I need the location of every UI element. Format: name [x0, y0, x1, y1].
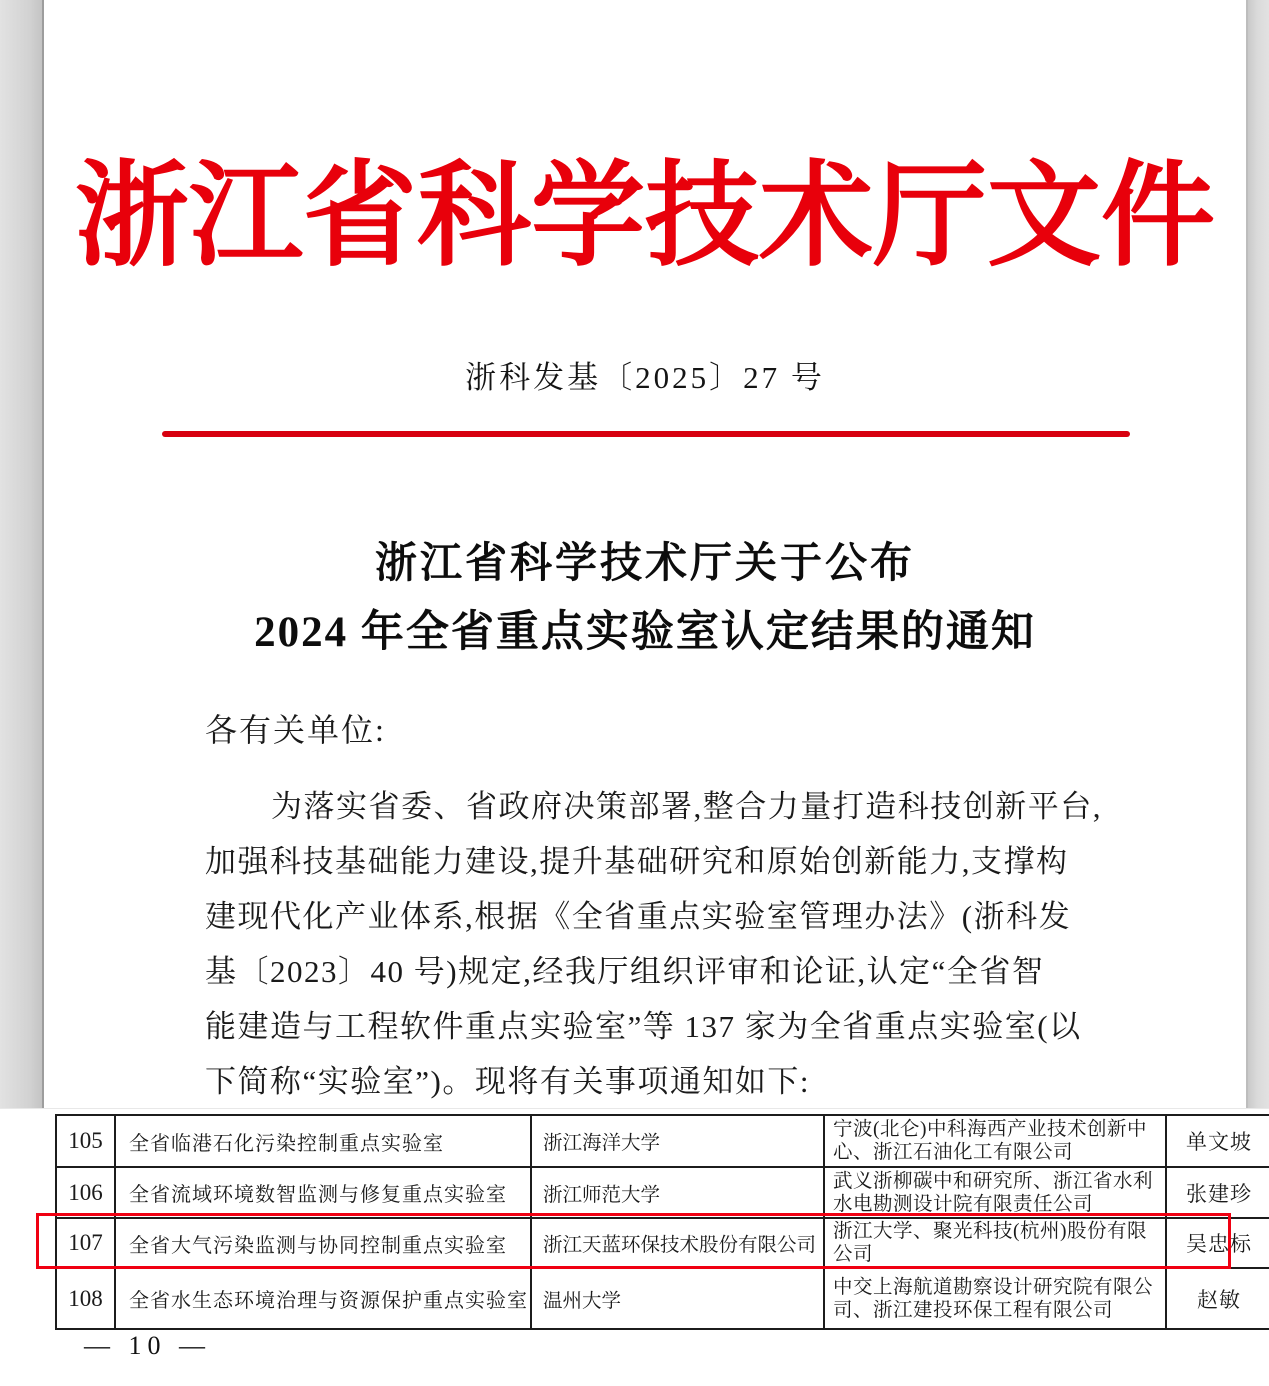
scan-left-margin — [0, 0, 44, 1108]
scan-right-margin — [1246, 0, 1269, 1108]
body-line: 加强科技基础能力建设,提升基础研究和原始创新能力,支撑构 — [205, 844, 1069, 879]
lab-name-cell: 全省临港石化污染控制重点实验室 — [115, 1115, 531, 1167]
labs-table-section — [0, 1108, 1269, 1386]
salutation: 各有关单位: — [205, 712, 386, 748]
body-line: 建现代化产业体系,根据《全省重点实验室管理办法》(浙科发 — [205, 899, 1072, 934]
director-cell: 赵敏 — [1166, 1268, 1269, 1329]
partners-cell: 宁波(北仑)中科海西产业技术创新中心、浙江石油化工有限公司 — [824, 1115, 1166, 1167]
body-line: 能建造与工程软件重点实验室”等 137 家为全省重点实验室(以 — [205, 1009, 1082, 1044]
row-number-cell: 108 — [56, 1268, 115, 1329]
notice-body — [205, 706, 1123, 1108]
red-divider-rule — [162, 431, 1130, 437]
lab-name-cell: 全省流域环境数智监测与修复重点实验室 — [115, 1167, 531, 1218]
table-row-107-highlighted — [56, 1218, 1269, 1268]
director-cell: 吴忠标 — [1166, 1218, 1269, 1268]
table-row-106 — [56, 1167, 1269, 1218]
body-line: 为落实省委、省政府决策部署,整合力量打造科技创新平台, — [271, 789, 1102, 824]
notice-title-line2: 2024 年全省重点实验室认定结果的通知 — [254, 609, 1036, 656]
notice-title-line1: 浙江省科学技术厅关于公布 — [374, 541, 915, 587]
lab-name-cell: 全省水生态环境治理与资源保护重点实验室 — [115, 1268, 531, 1329]
row-number-cell: 106 — [56, 1167, 115, 1218]
table-row-108 — [56, 1268, 1269, 1329]
body-line: 基〔2023〕40 号)规定,经我厅组织评审和论证,认定“全省智 — [205, 954, 1045, 989]
table-row-105 — [56, 1115, 1269, 1167]
row-number-cell: 105 — [56, 1115, 115, 1167]
body-line: 下简称“实验室”)。现将有关事项通知如下: — [205, 1064, 810, 1099]
director-cell: 单文坡 — [1166, 1115, 1269, 1167]
institution-cell: 温州大学 — [531, 1268, 824, 1329]
document-header-title: 浙江省科学技术厅文件 — [74, 153, 1215, 280]
institution-cell: 浙江天蓝环保技术股份有限公司 — [531, 1218, 824, 1268]
institution-cell: 浙江海洋大学 — [531, 1115, 824, 1167]
partners-cell: 中交上海航道勘察设计研究院有限公司、浙江建投环保工程有限公司 — [824, 1268, 1166, 1329]
row-number-cell: 107 — [56, 1218, 115, 1268]
partners-cell: 武义浙柳碳中和研究所、浙江省水利水电勘测设计院有限责任公司 — [824, 1167, 1166, 1218]
document-number: 浙科发基〔2025〕27 号 — [465, 360, 825, 395]
page-number: — 10 — — [84, 1331, 211, 1360]
institution-cell: 浙江师范大学 — [531, 1167, 824, 1218]
director-cell: 张建珍 — [1166, 1167, 1269, 1218]
partners-cell: 浙江大学、聚光科技(杭州)股份有限公司 — [824, 1218, 1166, 1268]
lab-name-cell: 全省大气污染监测与协同控制重点实验室 — [115, 1218, 531, 1268]
labs-table — [55, 1114, 1269, 1330]
